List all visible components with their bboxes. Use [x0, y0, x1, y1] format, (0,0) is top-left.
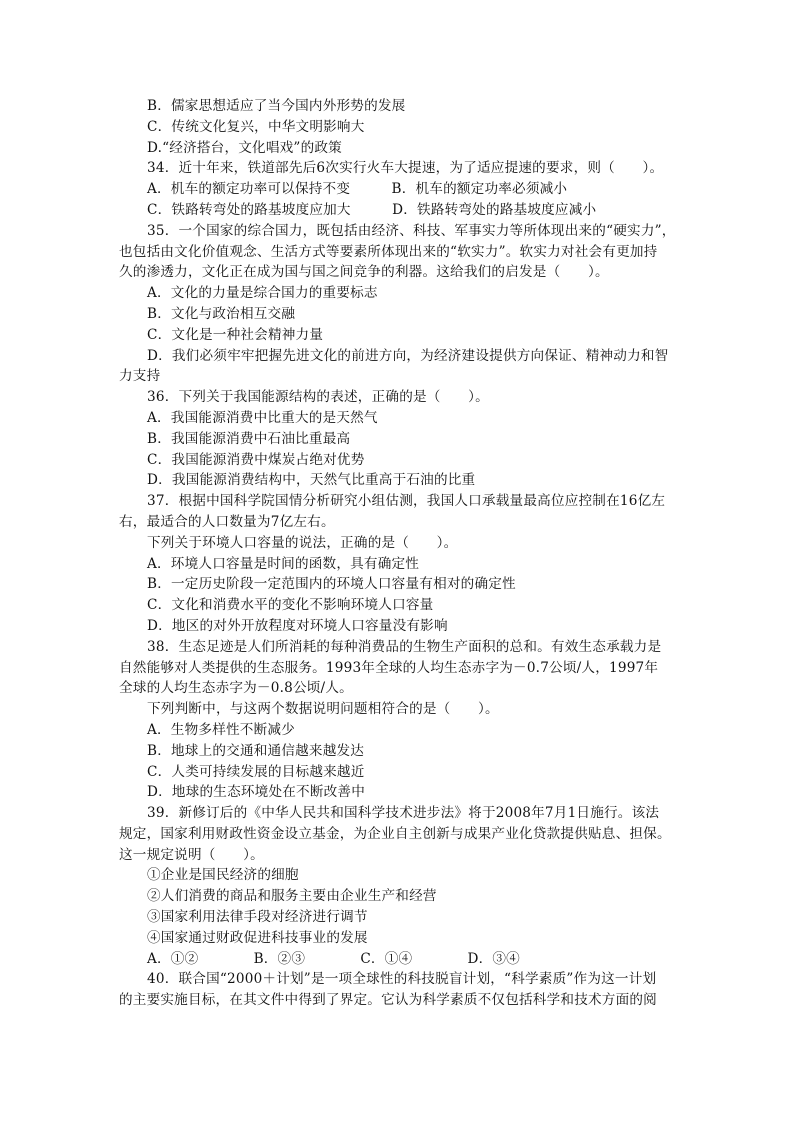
text-line: B．一定历史阶段一定范围内的环境人口容量有相对的确定性 — [147, 576, 516, 593]
text-line: A．环境人口容量是时间的函数，具有确定性 — [147, 555, 420, 572]
text-line: 下列判断中，与这两个数据说明问题相符合的是（ ）。 — [147, 701, 499, 718]
text-line: A．生物多样性不断减少 — [147, 721, 295, 738]
text-line: C．铁路转弯处的路基坡度应加大 D．铁路转弯处的路基坡度应减小 — [147, 201, 597, 218]
text-line: 40．联合国“2000＋计划”是一项全球性的科技脱盲计划，“科学素质”作为这一计划 — [147, 971, 657, 988]
text-line: B．我国能源消费中石油比重最高 — [147, 430, 351, 447]
text-line: B．文化与政治相互交融 — [147, 305, 296, 322]
question-text-block — [119, 96, 679, 1011]
text-line: 自然能够对人类提供的生态服务。1993年全球的人均生态赤字为－0.7公顷/人，1997年 — [119, 659, 659, 676]
text-line: 下列关于环境人口容量的说法，正确的是（ ）。 — [147, 534, 458, 551]
text-line: C．文化和消费水平的变化不影响环境人口容量 — [147, 597, 434, 614]
text-line: 38．生态足迹是人们所消耗的每种消费品的生物生产面积的总和。有效生态承载力是 — [147, 638, 662, 655]
text-line: B．地球上的交通和通信越来越发达 — [147, 742, 365, 759]
text-line: C．文化是一种社会精神力量 — [147, 326, 324, 343]
text-line: 久的渗透力，文化正在成为国与国之间竞争的利器。这给我们的启发是（ ）。 — [119, 264, 609, 281]
text-line: 力支持 — [119, 368, 161, 385]
text-line: A．①② B．②③ C．①④ D．③④ — [147, 950, 520, 967]
text-line: ②人们消费的商品和服务主要由企业生产和经营 — [147, 888, 437, 905]
text-line: C．人类可持续发展的目标越来越近 — [147, 763, 365, 780]
text-line: 35．一个国家的综合国力，既包括由经济、科技、军事实力等所体现出来的“硬实力”， — [147, 222, 676, 239]
text-line: B．儒家思想适应了当今国内外形势的发展 — [147, 98, 406, 114]
text-line: A．文化的力量是综合国力的重要标志 — [147, 285, 378, 302]
text-line: 36．下列关于我国能源结构的表述，正确的是（ ）。 — [147, 389, 489, 406]
text-line: ①企业是国民经济的细胞 — [147, 867, 299, 884]
text-line: 全球的人均生态赤字为－0.8公顷/人。 — [119, 680, 353, 697]
text-line: 右，最适合的人口数量为7亿左右。 — [119, 513, 335, 530]
text-line: 39．新修订后的《中华人民共和国科学技术进步法》将于2008年7月1日施行。该法 — [147, 805, 660, 822]
text-line: D．我国能源消费结构中，天然气比重高于石油的比重 — [147, 472, 476, 489]
text-line: 也包括由文化价值观念、生活方式等要素所体现出来的“软实力”。软实力对社会有更加持 — [119, 243, 658, 260]
text-line: 37．根据中国科学院国情分析研究小组估测，我国人口承载量最高位应控制在16亿左 — [147, 493, 666, 510]
text-line: 34．近十年来，铁道部先后6次实行火车大提速，为了适应提速的要求，则（ ）。 — [147, 160, 664, 177]
text-line: 这一规定说明（ ）。 — [119, 846, 264, 863]
text-line: ④国家通过财政促进科技事业的发展 — [147, 929, 368, 946]
text-line: A．机车的额定功率可以保持不变 B．机车的额定功率必须减小 — [147, 181, 568, 198]
text-line: D.“经济搭台，文化唱戏”的政策 — [147, 139, 342, 156]
text-line: 规定，国家利用财政性资金设立基金，为企业自主创新与成果产业化贷款提供贴息、担保。 — [119, 825, 671, 842]
text-line: C．传统文化复兴，中华文明影响大 — [147, 118, 365, 135]
text-line: D．地球的生态环境处在不断改善中 — [147, 784, 366, 801]
text-line: 的主要实施目标，在其文件中得到了界定。它认为科学素质不仅包括科学和技术方面的阅 — [119, 992, 657, 1009]
text-line: C．我国能源消费中煤炭占绝对优势 — [147, 451, 365, 468]
text-line: A．我国能源消费中比重大的是天然气 — [147, 409, 378, 426]
text-line: ③国家利用法律手段对经济进行调节 — [147, 909, 368, 926]
text-line: D．我们必须牢牢把握先进文化的前进方向，为经济建设提供方向保证、精神动力和智 — [147, 347, 669, 364]
text-line: D．地区的对外开放程度对环境人口容量没有影响 — [147, 617, 448, 634]
